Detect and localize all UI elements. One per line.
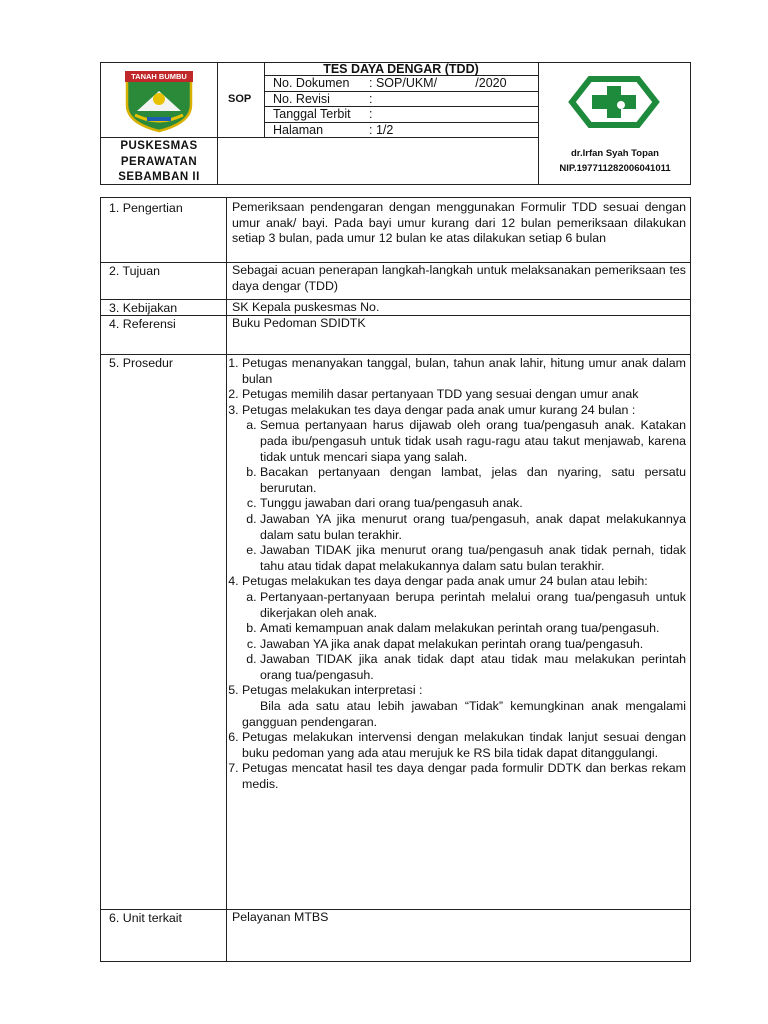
sop-label: SOP bbox=[228, 93, 252, 105]
logo-banner: TANAH BUMBU bbox=[131, 72, 187, 81]
section-text-unit: Pelayanan MTBS bbox=[232, 910, 329, 924]
signer-nip: NIP.197711282006041011 bbox=[559, 163, 671, 174]
procedure-substep: a. Pertanyaan-pertanyaan berupa perintah melalui orang tua/pengasuh untuk dikerjakan oleh anak. bbox=[260, 590, 686, 621]
procedure-steps bbox=[228, 356, 686, 793]
divider bbox=[226, 198, 227, 961]
doc-number-value: : SOP/UKM/ /2020 bbox=[369, 76, 507, 90]
procedure-step: 6. Petugas melakukan intervensi dengan melakukan tindak lanjut sesuai dengan buku pedoman yang ada atau merujuk ke RS bila tidak dapat ditanggulangi. bbox=[242, 730, 686, 761]
divider bbox=[217, 137, 538, 138]
divider bbox=[101, 137, 217, 138]
section-label-kebijakan: 3. Kebijakan bbox=[109, 301, 178, 315]
procedure-substep: d. Jawaban YA jika menurut orang tua/pengasuh, anak dapat melakukannya dalam satu bulan terakhir. bbox=[260, 512, 686, 543]
procedure-step: 1. Petugas menanyakan tanggal, bulan, tahun anak lahir, hitung umur anak dalam bulan bbox=[242, 356, 686, 387]
page-label: Halaman bbox=[273, 123, 324, 137]
doc-number-label: No. Dokumen bbox=[273, 76, 350, 90]
org-line: PERAWATAN bbox=[120, 155, 198, 168]
section-text-pengertian: Pemeriksaan pendengaran dengan menggunakan Formulir TDD sesuai dengan umur anak/ bayi. Pada bayi umur kurang dari 12 bulan pemeriksaan dilakukan setiap 3 bulan, pada umur 12 bulan ke atas dilakukan setiap 6 bulan bbox=[232, 200, 686, 246]
section-label-prosedur: 5. Prosedur bbox=[109, 356, 174, 370]
signer-block bbox=[538, 146, 692, 176]
section-text-tujuan: Sebagai acuan penerapan langkah-langkah untuk melaksanakan pemeriksaan tes daya dengar (TDD) bbox=[232, 263, 686, 293]
procedure-substep: d. Jawaban TIDAK jika anak tidak dapt atau tidak mau melakukan perintah orang tua/pengasuh. bbox=[260, 652, 686, 683]
revision-label: No. Revisi bbox=[273, 92, 330, 106]
procedure-substeps bbox=[242, 590, 686, 684]
puskesmas-logo bbox=[564, 69, 664, 135]
section-text-kebijakan: SK Kepala puskesmas No. bbox=[232, 300, 380, 314]
procedure-substep: c. Tunggu jawaban dari orang tua/pengasuh anak. bbox=[260, 496, 686, 512]
procedure-substep: b. Bacakan pertanyaan dengan lambat, jelas dan nyaring, satu persatu berurutan. bbox=[260, 465, 686, 496]
procedure-substep: e. Jawaban TIDAK jika menurut orang tua/pengasuh anak tidak pernah, tidak tahu atau tidak dapat melakukannya dalam satu bulan terakhir. bbox=[260, 543, 686, 574]
org-line: PUSKESMAS bbox=[120, 140, 198, 152]
organization-name bbox=[101, 139, 217, 186]
procedure-list-container bbox=[228, 356, 686, 793]
procedure-substep: a. Semua pertanyaan harus dijawab oleh orang tua/pengasuh anak. Katakan pada ibu/pengasuh untuk tidak usah ragu-ragu atau takut menjawab, karena tidak untuk mencari siapa yang salah. bbox=[260, 418, 686, 465]
org-line: SEBAMBAN II bbox=[118, 171, 200, 183]
document-title: TES DAYA DENGAR (TDD) bbox=[323, 62, 479, 76]
header-table bbox=[100, 62, 691, 185]
procedure-step: 4. Petugas melakukan tes daya dengar pada anak umur 24 bulan atau lebih: a. Pertanyaan-pertanyaan berupa perintah melalui orang tua/pengasuh untuk dikerjakan oleh anak. b. Amati kemampuan anak dalam melakukan perintah orang tua/pengasuh. c. Jawaban YA jika anak dapat melakukan perintah orang tua/pengasuh. d. Jawaban TIDAK jika anak tidak dapt atau tidak mau melakukan perintah orang tua/pengasuh. bbox=[242, 574, 686, 683]
section-label-unit: 6. Unit terkait bbox=[109, 911, 182, 925]
procedure-substep: c. Jawaban YA jika anak dapat melakukan perintah orang tua/pengasuh. bbox=[260, 637, 686, 653]
section-label-tujuan: 2. Tujuan bbox=[109, 264, 160, 278]
procedure-substeps bbox=[242, 418, 686, 574]
section-label-pengertian: 1. Pengertian bbox=[109, 201, 183, 215]
section-text-referensi: Buku Pedoman SDIDTK bbox=[232, 316, 366, 330]
page-value: : 1/2 bbox=[369, 123, 394, 137]
divider bbox=[101, 354, 690, 355]
divider bbox=[217, 63, 218, 184]
tanah-bumbu-logo bbox=[119, 69, 199, 133]
sop-content-table bbox=[100, 197, 691, 962]
issue-date-label: Tanggal Terbit bbox=[273, 107, 351, 121]
signer-name: dr.Irfan Syah Topan bbox=[571, 148, 659, 159]
revision-value: : bbox=[369, 92, 373, 106]
procedure-step: 7. Petugas mencatat hasil tes daya dengar pada formulir DDTK dan berkas rekam medis. bbox=[242, 761, 686, 792]
section-label-referensi: 4. Referensi bbox=[109, 317, 176, 331]
issue-date-value: : bbox=[369, 107, 373, 121]
procedure-substep: b. Amati kemampuan anak dalam melakukan perintah orang tua/pengasuh. bbox=[260, 621, 686, 637]
interpretation-note: Bila ada satu atau lebih jawaban “Tidak” kemungkinan anak mengalami gangguan pendengaran. bbox=[242, 699, 686, 729]
procedure-step: 2. Petugas memilih dasar pertanyaan TDD yang sesuai dengan umur anak bbox=[242, 387, 686, 403]
procedure-step: 5. Petugas melakukan interpretasi : Bila ada satu atau lebih jawaban “Tidak” kemungkinan anak mengalami gangguan pendengaran. bbox=[242, 683, 686, 730]
procedure-step: 3. Petugas melakukan tes daya dengar pada anak umur kurang 24 bulan : a. Semua pertanyaan harus dijawab oleh orang tua/pengasuh anak. Katakan pada ibu/pengasuh untuk tidak usah ragu-ragu atau takut menjawab, karena tidak untuk mencari siapa yang salah. b. Bacakan pertanyaan dengan lambat, jelas dan nyaring, satu persatu berurutan. c. Tunggu jawaban dari orang tua/pengasuh anak. d. Jawaban YA jika menurut orang tua/pengasuh, anak dapat melakukannya dalam satu bulan terakhir. e. Jawaban TIDAK jika menurut orang tua/pengasuh anak tidak pernah, tidak tahu atau tidak dapat melakukannya dalam satu bulan terakhir. bbox=[242, 403, 686, 575]
